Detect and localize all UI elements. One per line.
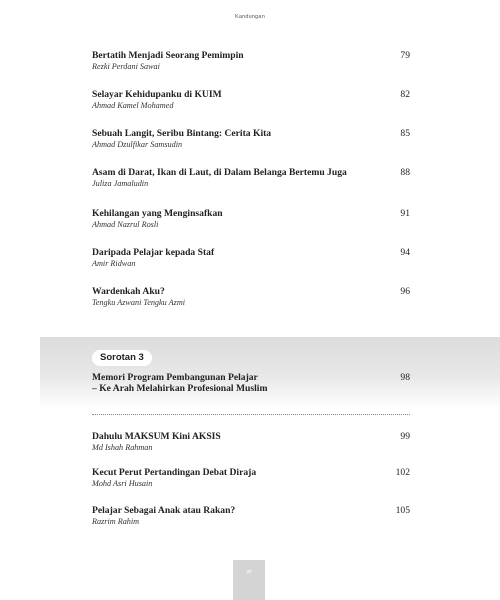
toc-entry-author: Ahmad Nazrul Rosli [92, 220, 159, 229]
toc-entry-author: Ahmad Dzulfikar Samsudin [92, 140, 183, 149]
toc-entry-title: Sebuah Langit, Seribu Bintang: Cerita Kita [92, 128, 272, 139]
toc-entry-title: Selayar Kehidupanku di KUIM [92, 89, 222, 100]
section-title-line2: – Ke Arah Melahirkan Profesional Muslim [92, 383, 268, 394]
toc-entry-title: Pelajar Sebagai Anak atau Rakan? [92, 505, 236, 516]
toc-entry-author: Juliza Jamaludin [92, 179, 149, 188]
toc-entry[interactable] [92, 505, 410, 527]
toc-entry-author: Md Ishah Rahman [92, 443, 153, 452]
section-entry[interactable] [92, 372, 410, 394]
toc-entry-title: Bertatih Menjadi Seorang Pemimpin [92, 50, 244, 61]
toc-entry[interactable] [92, 247, 410, 269]
toc-entry-page-number: 105 [395, 505, 410, 516]
toc-entry[interactable] [92, 167, 410, 189]
toc-entry-page-number: 94 [400, 247, 410, 258]
dotted-divider [92, 414, 410, 415]
toc-entry-title: Asam di Darat, Ikan di Laut, di Dalam Belanga Bertemu Juga [92, 167, 347, 178]
toc-entry-page-number: 91 [400, 208, 410, 219]
toc-entry-author: Amir Ridwan [92, 259, 136, 268]
footer-page-tab [233, 560, 265, 600]
section-title-line1: Memori Program Pembangunan Pelajar [92, 372, 258, 383]
toc-entry-title: Wardenkah Aku? [92, 286, 165, 297]
section-badge: Sorotan 3 [92, 350, 152, 366]
toc-entry[interactable] [92, 89, 410, 111]
toc-entry-page-number: 82 [400, 89, 410, 100]
toc-entry-title: Dahulu MAKSUM Kini AKSIS [92, 431, 221, 442]
toc-entry-author: Rezki Perdani Sawai [92, 62, 160, 71]
toc-entry-page-number: 88 [400, 167, 410, 178]
section-page-number: 98 [400, 372, 410, 383]
toc-entry-title: Daripada Pelajar kepada Staf [92, 247, 215, 258]
toc-entry[interactable] [92, 128, 410, 150]
toc-entry-page-number: 102 [395, 467, 410, 478]
toc-entry-page-number: 85 [400, 128, 410, 139]
toc-entry-page-number: 79 [400, 50, 410, 61]
toc-entry[interactable] [92, 467, 410, 489]
toc-entry[interactable] [92, 208, 410, 230]
toc-entry-author: Ahmad Kamel Mohamed [92, 101, 174, 110]
footer-page-number: vii [246, 569, 252, 575]
toc-entry-author: Mohd Asri Husain [92, 479, 153, 488]
toc-entry-author: Tengku Azwani Tengku Azmi [92, 298, 186, 307]
toc-entry[interactable] [92, 50, 410, 72]
running-header: Kandungan [235, 14, 265, 20]
toc-entry[interactable] [92, 431, 410, 453]
toc-entry-author: Razrim Rahim [92, 517, 140, 526]
toc-entry-title: Kecut Perut Pertandingan Debat Diraja [92, 467, 257, 478]
toc-entry-page-number: 96 [400, 286, 410, 297]
toc-entry[interactable] [92, 286, 410, 308]
toc-entry-title: Kehilangan yang Menginsafkan [92, 208, 223, 219]
toc-entry-page-number: 99 [400, 431, 410, 442]
